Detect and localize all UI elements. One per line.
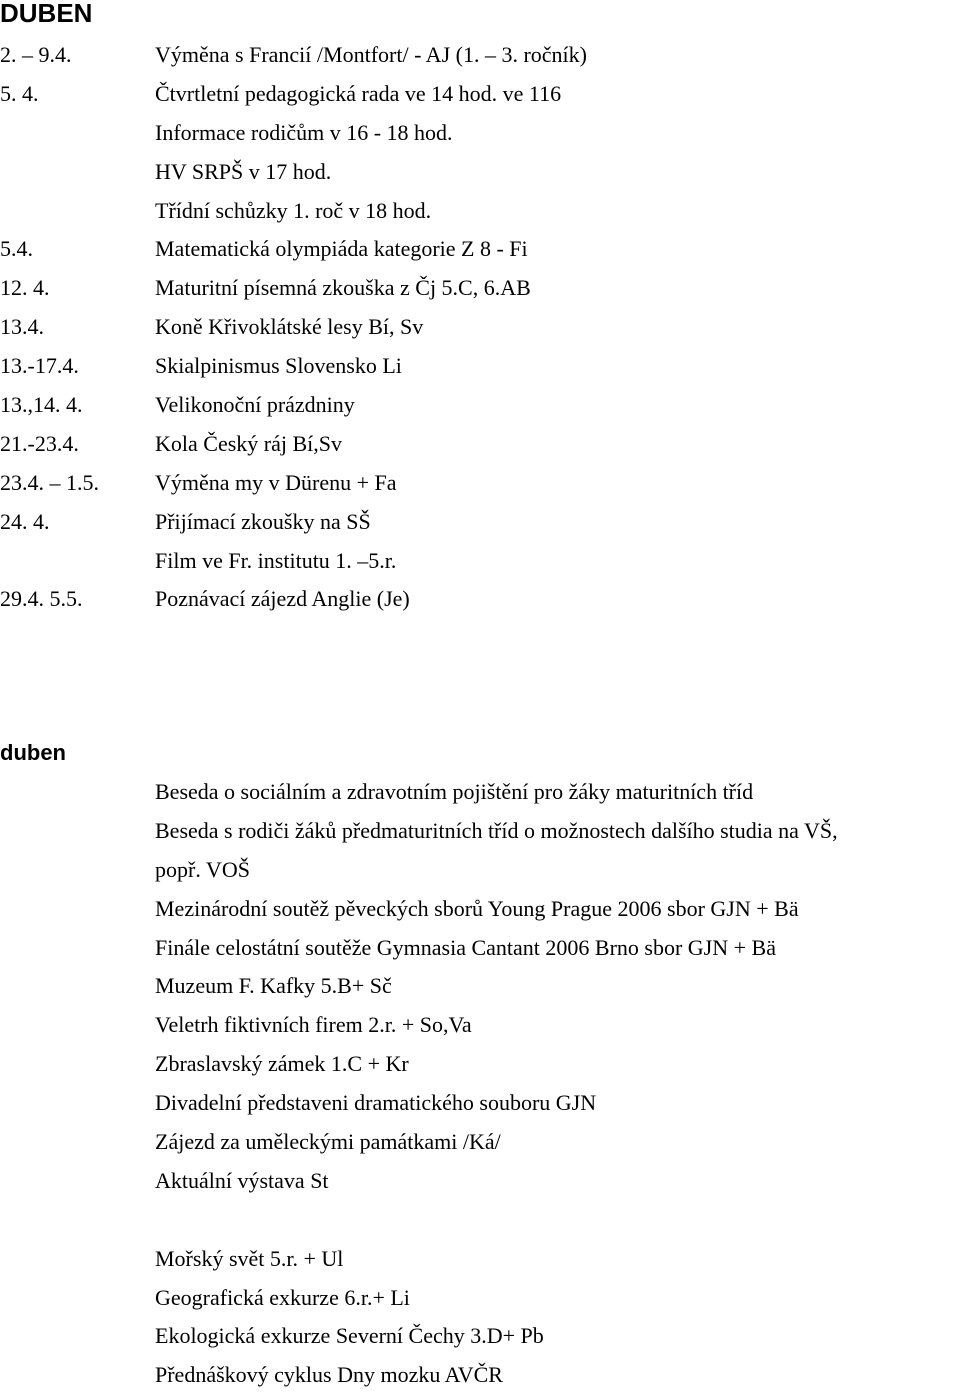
event-row	[0, 269, 960, 308]
event-row	[0, 308, 960, 347]
activity-text: Zbraslavský zámek 1.C + Kr	[155, 1051, 409, 1077]
event-row	[0, 153, 960, 192]
activity-item	[0, 1356, 960, 1395]
activity-text: Divadelní představeni dramatického souboru GJN	[155, 1090, 597, 1116]
event-text: Výměna s Francií /Montfort/ - AJ (1. – 3. ročník)	[155, 42, 587, 67]
activity-text: Zájezd za uměleckými památkami /Ká/	[155, 1129, 501, 1155]
event-date: 21.-23.4.	[0, 430, 79, 456]
activity-text: Geografická exkurze 6.r.+ Li	[155, 1284, 410, 1310]
activity-text: Finále celostátní soutěže Gymnasia Cantant 2006 Brno sbor GJN + Bä	[155, 934, 776, 960]
activity-item	[0, 1317, 960, 1356]
activity-item	[0, 1123, 960, 1162]
event-text: Film ve Fr. institutu 1. –5.r.	[155, 547, 397, 573]
event-row	[0, 425, 960, 464]
event-row	[0, 36, 960, 75]
activity-item	[0, 812, 960, 851]
event-date: 13.4.	[0, 314, 44, 340]
event-date: 5.4.	[0, 236, 33, 262]
event-text: Poznávací zájezd Anglie (Je)	[155, 586, 410, 612]
activity-item	[0, 1006, 960, 1045]
event-text: HV SRPŠ v 17 hod.	[155, 158, 332, 184]
section-heading: duben	[0, 740, 66, 765]
event-row	[0, 580, 960, 619]
activity-text: Mořský svět 5.r. + Ul	[155, 1245, 344, 1271]
event-row	[0, 230, 960, 269]
activity-text: Beseda o sociálním a zdravotním pojištění pro žáky maturitních tříd	[155, 779, 754, 804]
event-row	[0, 75, 960, 114]
event-row	[0, 386, 960, 425]
activity-text: Beseda s rodiči žáků předmaturitních tříd o možnostech dalšího studia na VŠ,	[155, 817, 838, 843]
event-text: Přijímací zkoušky na SŠ	[155, 508, 371, 534]
blank-line	[0, 1201, 960, 1240]
event-text: Koně Křivoklátské lesy Bí, Sv	[155, 314, 424, 340]
activity-item	[0, 1084, 960, 1123]
activity-text: Ekologická exkurze Severní Čechy 3.D+ Pb	[155, 1323, 544, 1349]
activity-item	[0, 1045, 960, 1084]
event-text: Informace rodičům v 16 - 18 hod.	[155, 119, 453, 145]
event-row	[0, 542, 960, 581]
event-date: 29.4. 5.5.	[0, 586, 83, 612]
activity-item	[0, 851, 960, 890]
event-date: 12. 4.	[0, 275, 50, 301]
event-text: Čtvrtletní pedagogická rada ve 14 hod. ve 116	[155, 80, 562, 106]
event-row	[0, 503, 960, 542]
activity-item	[0, 967, 960, 1006]
event-date: 13.,14. 4.	[0, 392, 83, 418]
event-text: Výměna my v Dürenu + Fa	[155, 469, 397, 495]
event-text: Skialpinismus Slovensko Li	[155, 353, 402, 379]
event-text: Velikonoční prázdniny	[155, 392, 355, 418]
activity-list	[0, 773, 960, 1395]
event-text: Kola Český ráj Bí,Sv	[155, 430, 342, 456]
month-heading: DUBEN	[0, 0, 93, 28]
event-row	[0, 192, 960, 231]
event-date: 24. 4.	[0, 508, 50, 534]
event-date: 5. 4.	[0, 80, 39, 106]
activity-item	[0, 890, 960, 929]
event-text: Třídní schůzky 1. roč v 18 hod.	[155, 197, 432, 223]
event-date: 23.4. – 1.5.	[0, 469, 99, 495]
event-row	[0, 347, 960, 386]
event-text: Matematická olympiáda kategorie Z 8 - Fi	[155, 236, 528, 262]
activity-text: Muzeum F. Kafky 5.B+ Sč	[155, 973, 392, 999]
event-row	[0, 114, 960, 153]
activity-item	[0, 1279, 960, 1318]
activity-item	[0, 929, 960, 968]
event-date: 13.-17.4.	[0, 353, 79, 379]
event-list	[0, 36, 960, 619]
activity-text: popř. VOŠ	[155, 856, 250, 882]
activity-text: Veletrh fiktivních firem 2.r. + So,Va	[155, 1012, 472, 1038]
activity-item	[0, 1162, 960, 1201]
event-date: 2. – 9.4.	[0, 42, 72, 67]
activity-item	[0, 773, 960, 812]
event-row	[0, 464, 960, 503]
activity-item	[0, 1240, 960, 1279]
activity-text: Přednáškový cyklus Dny mozku AVČR	[155, 1362, 503, 1388]
activity-text: Aktuální výstava St	[155, 1167, 329, 1193]
activity-text: Mezinárodní soutěž pěveckých sborů Young Prague 2006 sbor GJN + Bä	[155, 895, 799, 921]
event-text: Maturitní písemná zkouška z Čj 5.C, 6.AB	[155, 275, 531, 301]
